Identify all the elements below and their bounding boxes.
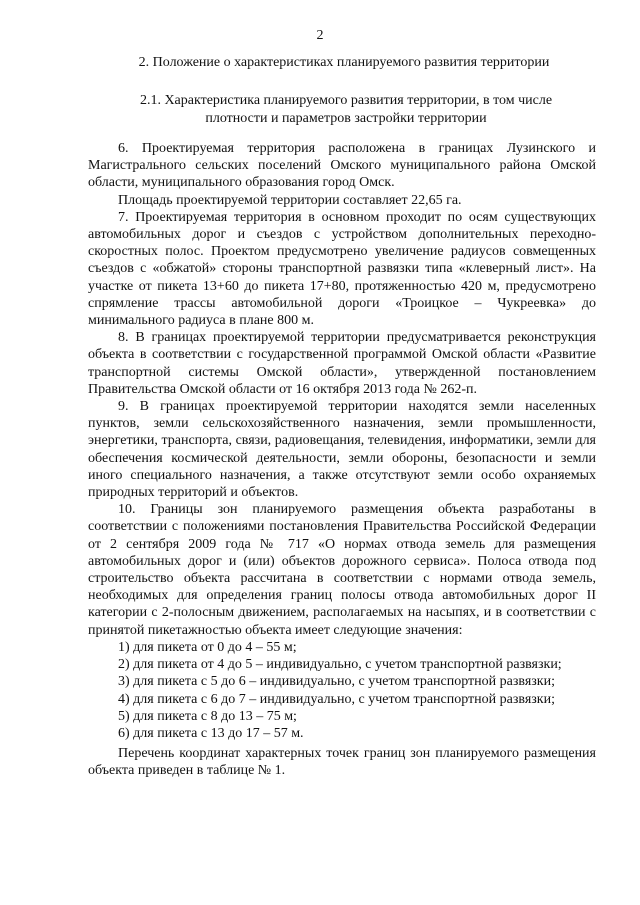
subsection-heading-line2: плотности и параметров застройки территории xyxy=(205,111,487,126)
paragraph-area: Площадь проектируемой территории составляет 22,65 га. xyxy=(118,192,462,208)
paragraph-10: 10. Границы зон планируемого размещения объекта разработаны в соответствии с положениями постановления Правительства Российской Федерации от 2 сентября 2009 года № 717 «О нормах отвода земель для размещения автомобильных дорог и (или) объектов дорожного сервиса». Полоса отвода под строительство объекта рассчитана в соответствии с нормами отвода земель, необходимых для определения границ полосы отвода автомобильных дорог II категории с 2-полосным движением, располагаемых на насыпях, и в соответствии с принятой пикетажностью объекта имеет следующие значения: xyxy=(88,502,596,638)
page-number: 2 xyxy=(316,28,324,43)
list-item-3: 3) для пикета с 5 до 6 – индивидуально, с учетом транспортной развязки; xyxy=(118,674,555,690)
list-item-6: 6) для пикета с 13 до 17 – 57 м. xyxy=(118,725,304,741)
paragraph-9: 9. В границах проектируемой территории находятся земли населенных пунктов, земли сельскохозяйственного назначения, земли промышленности, энергетики, транспорта, связи, радиовещания, телевидения, информатики, земли для обеспечения космической деятельности, земли обороны, безопасности и земли иного специального назначения, а также отсутствуют земли особо охраняемых природных территорий и объектов. xyxy=(88,399,596,501)
list-item-2: 2) для пикета от 4 до 5 – индивидуально, с учетом транспортной развязки; xyxy=(118,657,562,673)
section-heading: 2. Положение о характеристиках планируемого развития территории xyxy=(138,55,550,70)
paragraph-7: 7. Проектируемая территория в основном проходит по осям существующих автомобильных дорог и съездов с устройством дополнительных переходно-скоростных полос. Проектом предусмотрено увеличение радиусов совмещенных съездов с «обжатой» стороны транспортной развязки типа «клеверный лист». На участке от пикета 13+60 до пикета 17+80, протяженностью 420 м, предусмотрено спрямление трассы автомобильной дороги «Троицкое – Чукреевка» до минимального радиуса в плане 800 м. xyxy=(88,209,596,329)
subsection-heading-line1: 2.1. Характеристика планируемого развития территории, в том числе xyxy=(139,93,553,108)
paragraph-6: 6. Проектируемая территория расположена в границах Лузинского и Магистрального сельских поселений Омского муниципального района Омской области, муниципального образования город Омск. xyxy=(88,141,596,191)
paragraph-8: 8. В границах проектируемой территории предусматривается реконструкция объекта в соответствии с государственной программой Омской области «Развитие транспортной системы Омской области», утвержденной постановлением Правительства Омской области от 16 октября 2013 года № 262-п. xyxy=(88,330,596,397)
list-item-4: 4) для пикета с 6 до 7 – индивидуально, с учетом транспортной развязки; xyxy=(118,691,555,707)
closing-paragraph: Перечень координат характерных точек границ зон планируемого размещения объекта приведен в таблице № 1. xyxy=(88,746,596,779)
document-body xyxy=(88,140,596,780)
subsection-heading xyxy=(52,92,640,128)
list-item-5: 5) для пикета с 8 до 13 – 75 м; xyxy=(118,708,297,724)
list-item-1: 1) для пикета от 0 до 4 – 55 м; xyxy=(118,639,297,655)
